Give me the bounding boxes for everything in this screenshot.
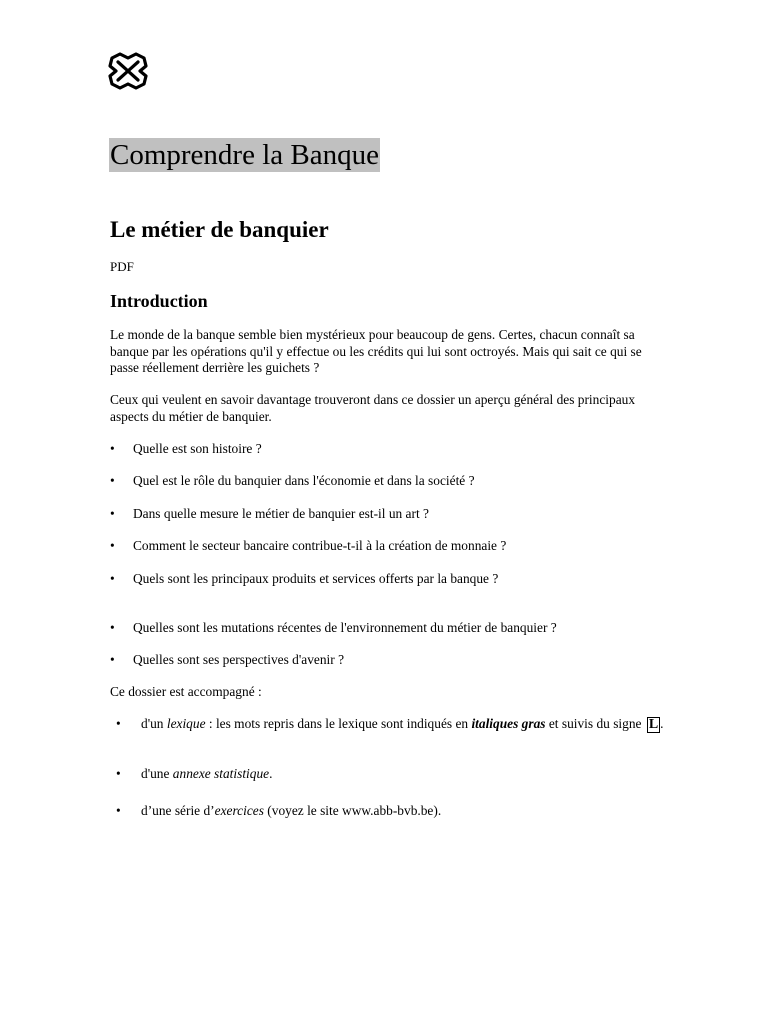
- bullet: •: [116, 766, 121, 781]
- text-run: d'une: [141, 766, 173, 781]
- list-item: [110, 506, 670, 523]
- text-run: .: [269, 766, 273, 781]
- bullet: •: [110, 538, 115, 553]
- list-item: [116, 803, 676, 820]
- list-item-text: Quelle est son histoire ?: [133, 441, 262, 456]
- text-run: et suivis du signe: [545, 716, 645, 731]
- bullet: •: [116, 716, 121, 731]
- annexe-term: annexe statistique: [172, 766, 270, 781]
- list-item-text: Quels sont les principaux produits et services offerts par la banque ?: [133, 571, 499, 586]
- section-heading: Introduction: [110, 291, 208, 311]
- intro-paragraph: Le monde de la banque semble bien mystérieux pour beaucoup de gens. Certes, chacun connaît sa banque par les opérations qu'il y effectue ou les crédits qui lui sont octroyés. Mais qui sait ce qui se passe réellement derrière les guichets ?: [110, 327, 642, 375]
- annexe-item-text: [141, 766, 676, 783]
- bullet: •: [110, 473, 115, 488]
- list-item: [116, 716, 676, 733]
- bullet: •: [110, 571, 115, 586]
- list-item-text: Comment le secteur bancaire contribue-t-il à la création de monnaie ?: [133, 538, 507, 553]
- list-item-text: Dans quelle mesure le métier de banquier est-il un art ?: [133, 506, 429, 521]
- bullet: •: [110, 441, 115, 456]
- quatrefoil-knot-icon: [108, 52, 148, 90]
- subtitle: Le métier de banquier: [110, 217, 329, 242]
- pdf-link[interactable]: PDF: [110, 259, 134, 274]
- lexique-item-text: [141, 716, 676, 733]
- text-run: (voyez le site www.abb-bvb.be).: [263, 803, 442, 818]
- list-item-text: Quel est le rôle du banquier dans l'économie et dans la société ?: [133, 473, 475, 488]
- exercices-term: exercices: [214, 803, 264, 818]
- lexique-sign: L: [648, 717, 659, 732]
- emphasis-text: italiques gras: [471, 716, 546, 731]
- list-item: [110, 652, 670, 669]
- bullet: •: [110, 506, 115, 521]
- list-item: [116, 766, 676, 783]
- text-run: .: [660, 716, 664, 731]
- intro-paragraph: Ceux qui veulent en savoir davantage trouveront dans ce dossier un aperçu général des principaux aspects du métier de banquier.: [110, 392, 636, 424]
- lexique-term: lexique: [166, 716, 206, 731]
- bullet: •: [110, 652, 115, 667]
- list-item-text: Quelles sont ses perspectives d'avenir ?: [133, 652, 345, 667]
- list-item: [110, 620, 670, 637]
- list-item-text: Quelles sont les mutations récentes de l'environnement du métier de banquier ?: [133, 620, 557, 635]
- exercices-item-text: [141, 803, 676, 820]
- text-run: d'un: [141, 716, 167, 731]
- closing-line: Ce dossier est accompagné :: [110, 684, 262, 699]
- list-item: [110, 473, 670, 490]
- text-run: : les mots repris dans le lexique sont indiqués en: [205, 716, 472, 731]
- bullet: •: [116, 803, 121, 818]
- bullet: •: [110, 620, 115, 635]
- text-run: d’une série d’: [141, 803, 215, 818]
- list-item: [110, 441, 670, 458]
- list-item: [110, 538, 670, 555]
- list-item: [110, 571, 670, 588]
- page-title: Comprendre la Banque: [110, 139, 379, 171]
